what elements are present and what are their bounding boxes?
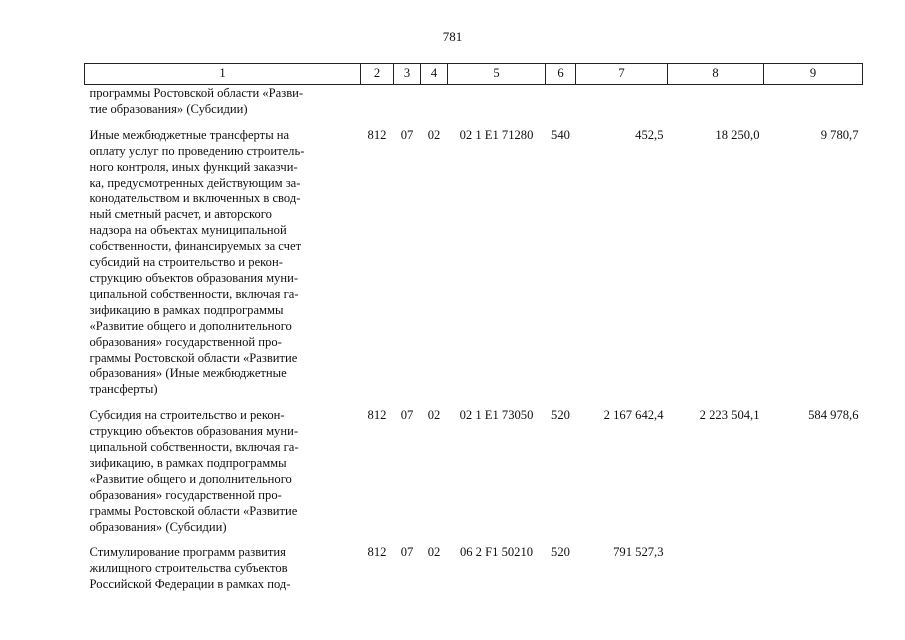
column-header-7: 7 [576,64,668,85]
description-line: зификацию, в рамках подпрограммы [89,455,287,470]
cell-subsection: 02 [427,545,441,560]
description-line: Российской Федерации в рамках под- [89,577,291,592]
cell-section [394,85,421,128]
description-line: образования» государственной про- [89,487,282,502]
row-description [85,545,361,603]
description-line: зификацию в рамках подпрограммы [89,302,284,317]
description-line: ципальной собственности, включая га- [89,440,299,455]
column-header-9: 9 [764,64,863,85]
cell-section: 07 [400,127,414,142]
description-line: Иные межбюджетные трансферты на [89,127,290,142]
description-line: субсидий на строительство и рекон- [89,255,283,270]
cell-amount-col9: 9 780,7 [820,127,859,142]
description-line: надзора на объектах муниципальной [89,223,287,238]
table-row [85,545,863,603]
description-line: граммы Ростовской области «Развитие [89,503,298,518]
cell-amount-col9: 584 978,6 [808,408,859,423]
cell-ministry: 812 [367,545,387,560]
description-line: струкцию объектов образования муни- [89,270,299,285]
cell-target-article [448,85,546,128]
row-description [85,408,361,545]
column-header-1: 1 [85,64,361,85]
cell-target-article: 02 1 E1 71280 [459,127,534,142]
cell-amount-col7: 452,5 [635,127,664,142]
description-line: тие образования» (Субсидии) [89,101,248,116]
description-line: Стимулирование программ развития [89,545,286,560]
description-line: «Развитие общего и дополнительного [89,318,292,333]
cell-section: 07 [400,408,414,423]
cell-amount-col8: 18 250,0 [715,127,760,142]
column-header-6: 6 [546,64,576,85]
cell-amount-col9 [764,85,863,128]
cell-amount-col7 [576,85,668,128]
cell-amount-col7: 2 167 642,4 [603,408,664,423]
description-line: образования» государственной про- [89,334,282,349]
description-line: образования» (Иные межбюджетные [89,366,287,381]
column-header-8: 8 [668,64,764,85]
description-line: Субсидия на строительство и рекон- [89,408,285,423]
cell-amount-col8: 2 223 504,1 [699,408,760,423]
cell-target-article: 06 2 F1 50210 [459,545,534,560]
column-header-5: 5 [448,64,546,85]
cell-expense-type: 520 [551,545,570,560]
cell-amount-col9 [764,545,863,603]
cell-amount-col8 [668,545,764,603]
page-number: 781 [442,29,463,44]
cell-subsection [421,85,448,128]
column-header-2: 2 [361,64,394,85]
description-line: образования» (Субсидии) [89,519,227,534]
cell-amount-col7: 791 527,3 [613,545,664,560]
cell-ministry [361,85,394,128]
description-line: ка, предусмотренных действующим за- [89,175,301,190]
column-header-3: 3 [394,64,421,85]
description-line: оплату услуг по проведению строитель- [89,143,305,158]
header-row [85,64,863,85]
cell-amount-col8 [668,85,764,128]
cell-ministry: 812 [367,127,387,142]
row-description [85,128,361,408]
description-line: ципальной собственности, включая га- [89,286,299,301]
cell-target-article: 02 1 E1 73050 [459,408,534,423]
description-line: струкцию объектов образования муни- [89,424,299,439]
description-line: жилищного строительства субъектов [89,561,288,576]
description-line: трансферты) [89,382,158,397]
description-line: граммы Ростовской области «Развитие [89,350,298,365]
cell-ministry: 812 [367,408,387,423]
cell-expense-type: 540 [551,127,570,142]
description-line: конодательством и включенных в свод- [89,191,301,206]
description-line: ный сметный расчет, и авторского [89,207,272,222]
column-header-4: 4 [421,64,448,85]
cell-subsection: 02 [427,127,441,142]
row-description [85,85,361,128]
description-line: программы Ростовской области «Разви- [89,86,304,100]
budget-table [84,63,863,603]
description-line: ного контроля, иных функций заказчи- [89,159,298,174]
cell-expense-type: 520 [551,408,570,423]
cell-expense-type [546,85,576,128]
description-line: собственности, финансируемых за счет [89,239,302,254]
table-row [85,408,863,545]
description-line: «Развитие общего и дополнительного [89,471,292,486]
table-row [85,128,863,408]
cell-subsection: 02 [427,408,441,423]
table-row-continuation [85,85,863,128]
cell-section: 07 [400,545,414,560]
